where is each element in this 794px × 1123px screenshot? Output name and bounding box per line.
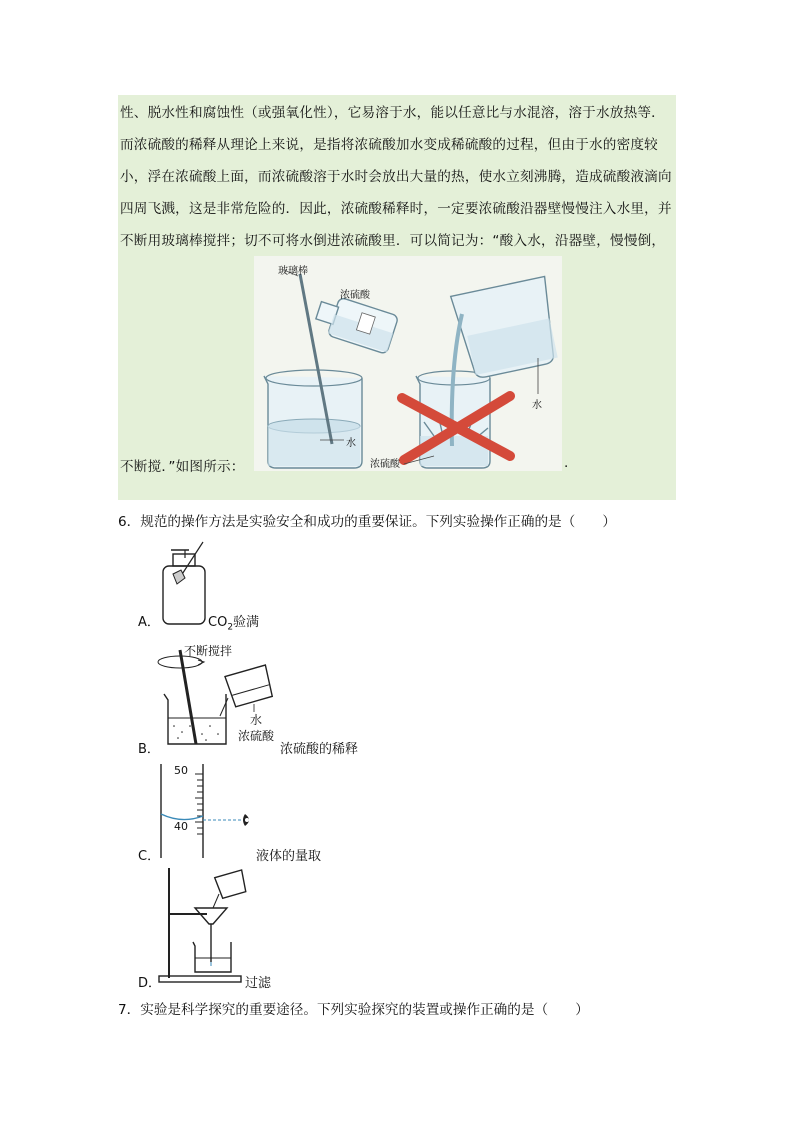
option-b-caption: 浓硫酸的稀释 [280,742,359,757]
option-b-label-acid: 浓硫酸 [238,729,275,743]
acid-dilution-illustration [254,256,562,471]
option-d-caption: 过滤 [245,976,272,991]
label-water-right: 水 [532,400,542,411]
label-water-left: 水 [346,438,356,449]
option-b-letter[interactable]: B． [138,742,160,757]
option-c-figure [155,762,265,866]
passage-last-line: 不断搅．”如图所示： [120,459,245,475]
label-glass-rod: 玻璃棒 [278,266,308,277]
passage-line-3: 小，浮在浓硫酸上面，而浓硫酸溶于水时会放出大量的热，使水立刻沸腾，造成硫酸液滴向 [120,169,672,185]
option-d-letter[interactable]: D． [138,976,162,991]
question-7-title: 7．实验是科学探究的重要途径。下列实验探究的装置或操作正确的是（ ） [118,1002,589,1018]
question-6-title: 6．规范的操作方法是实验安全和成功的重要保证。下列实验操作正确的是（ ） [118,514,617,530]
option-a-letter[interactable]: A． [138,615,160,630]
option-c-letter[interactable]: C． [138,849,161,864]
option-b-label-stir: 不断搅拌 [184,644,233,658]
option-d-figure [155,866,255,990]
option-c-scale-bottom: 40 [174,820,188,833]
label-acid-bottle: 浓硫酸 [340,290,370,301]
option-b-label-water: 水 [250,713,263,727]
passage-line-1: 性、脱水性和腐蚀性（或强氧化性），它易溶于水，能以任意比与水混溶，溶于水放热等． [120,105,665,121]
option-c-scale-top: 50 [174,764,188,777]
passage-line-2: 而浓硫酸的稀释从理论上来说，是指将浓硫酸加水变成稀硫酸的过程，但由于水的密度较 [120,137,658,153]
option-c-caption: 液体的量取 [256,849,322,864]
passage-line-5: 不断用玻璃棒搅拌；切不可将水倒进浓硫酸里．可以简记为：“酸入水，沿器壁，慢慢倒， [120,233,666,249]
option-a-caption: $CO_2$验满 [208,615,260,633]
passage-line-4: 四周飞溅，这是非常危险的．因此，浓硫酸稀释时，一定要浓硫酸沿器壁慢慢注入水里，并 [120,201,672,217]
option-a-figure [155,540,215,634]
label-acid-bottom: 浓硫酸 [370,459,400,470]
dilution-drawing [254,256,562,471]
passage-period: . [564,455,569,471]
